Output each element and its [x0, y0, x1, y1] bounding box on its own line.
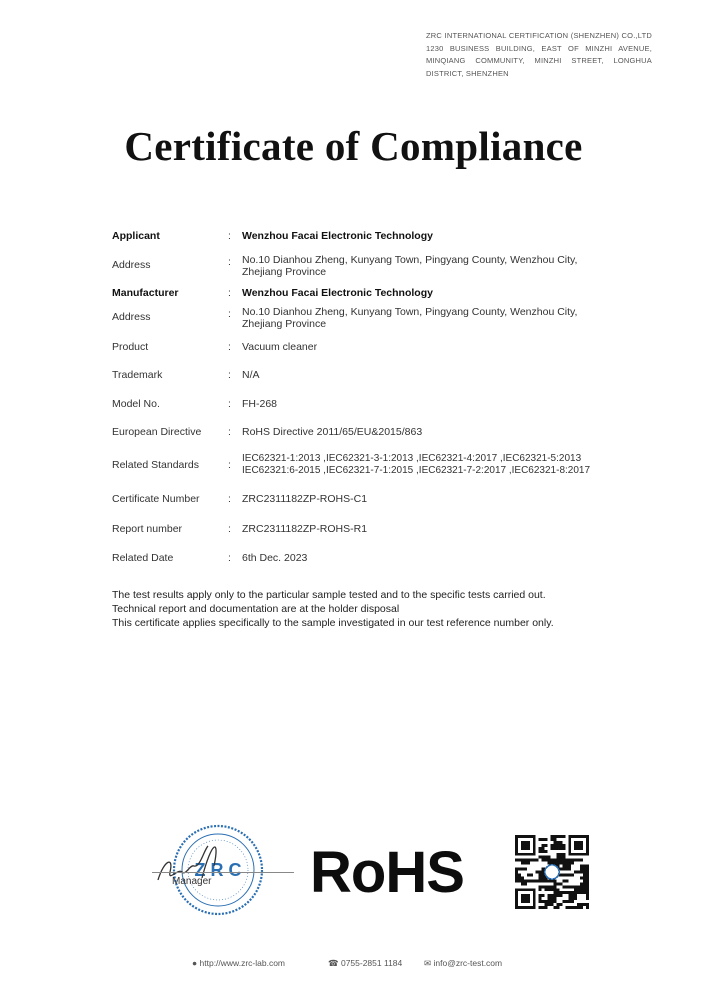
- field-label: Address: [112, 259, 151, 271]
- field-colon: :: [228, 552, 231, 564]
- field-colon: :: [228, 341, 231, 353]
- field-colon: :: [228, 398, 231, 410]
- field-value-line: No.10 Dianhou Zheng, Kunyang Town, Pingyang County, Wenzhou City,: [242, 254, 578, 266]
- field-value-line: IEC62321-1:2013 ,IEC62321-3-1:2013 ,IEC62321-4:2017 ,IEC62321-5:2013: [242, 453, 582, 464]
- issuer-address-line: MINQIANG COMMUNITY, MINZHI STREET, LONGHUA: [426, 56, 652, 65]
- globe-icon: ●: [192, 958, 198, 968]
- seal-lettering: Z R C: [194, 860, 242, 880]
- issuer-address-block: [426, 30, 652, 80]
- field-label: European Directive: [112, 426, 202, 438]
- field-label: Related Standards: [112, 459, 199, 471]
- email-text: info@zrc-test.com: [433, 958, 503, 968]
- website-text: http://www.zrc-lab.com: [199, 958, 286, 968]
- field-value-line: No.10 Dianhou Zheng, Kunyang Town, Pingyang County, Wenzhou City,: [242, 306, 578, 318]
- field-value: [242, 254, 622, 278]
- field-value: ZRC2311182ZP-ROHS-R1: [242, 523, 368, 535]
- manager-label: Manager: [172, 876, 212, 887]
- footer-email[interactable]: [424, 958, 502, 969]
- field-label: Model No.: [112, 398, 160, 410]
- field-colon: :: [228, 459, 231, 471]
- field-value: 6th Dec. 2023: [242, 552, 308, 564]
- mail-icon: ✉: [424, 958, 432, 968]
- field-colon: :: [228, 523, 231, 535]
- note-line: This certificate applies specifically to the sample investigated in our test reference number only.: [112, 617, 554, 629]
- issuer-address-line: ZRC INTERNATIONAL CERTIFICATION (SHENZHEN) CO.,LTD: [426, 31, 652, 40]
- field-label: Related Date: [112, 552, 174, 564]
- phone-text: 0755-2851 1184: [340, 958, 403, 968]
- field-value-line: IEC62321:6-2015 ,IEC62321-7-1:2015 ,IEC62321-7-2:2017 ,IEC62321-8:2017: [242, 465, 591, 476]
- field-value: Wenzhou Facai Electronic Technology: [242, 230, 433, 242]
- footer-website[interactable]: [192, 958, 285, 968]
- qr-code: [515, 835, 589, 909]
- field-colon: :: [228, 369, 231, 381]
- field-value: Vacuum cleaner: [242, 341, 318, 353]
- field-label: Product: [112, 341, 149, 353]
- field-colon: :: [228, 308, 231, 320]
- field-value: RoHS Directive 2011/65/EU&2015/863: [242, 426, 423, 438]
- rohs-mark: RoHS: [310, 840, 464, 905]
- field-value: FH-268: [242, 398, 278, 410]
- phone-icon: ☎: [328, 958, 339, 968]
- field-colon: :: [228, 230, 231, 242]
- field-label: Address: [112, 311, 151, 323]
- field-label: Report number: [112, 523, 183, 535]
- issuer-address-line: 1230 BUSINESS BUILDING, EAST OF MINZHI AVENUE,: [426, 43, 652, 53]
- footer-phone: [328, 958, 402, 969]
- field-colon: :: [228, 493, 231, 505]
- field-colon: :: [228, 256, 231, 268]
- field-value: [242, 453, 642, 477]
- issuer-address-line: DISTRICT, SHENZHEN: [426, 68, 509, 78]
- note-line: Technical report and documentation are at the holder disposal: [112, 603, 400, 615]
- field-value: [242, 306, 622, 330]
- field-label: Applicant: [112, 230, 160, 242]
- field-label: Manufacturer: [112, 287, 179, 299]
- company-seal: [148, 820, 268, 920]
- field-value: Wenzhou Facai Electronic Technology: [242, 287, 433, 299]
- field-value-line: Zhejiang Province: [242, 318, 327, 330]
- field-label: Trademark: [112, 369, 163, 381]
- signature-line: [152, 872, 294, 873]
- disclaimer-notes: [112, 588, 632, 630]
- field-value: ZRC2311182ZP-ROHS-C1: [242, 493, 368, 505]
- field-value: N/A: [242, 369, 260, 381]
- certificate-title: Certificate of Compliance: [124, 123, 583, 169]
- field-label: Certificate Number: [112, 493, 200, 505]
- field-value-line: Zhejiang Province: [242, 266, 327, 278]
- note-line: The test results apply only to the particular sample tested and to the specific tests carried out.: [112, 589, 546, 601]
- field-colon: :: [228, 426, 231, 438]
- field-colon: :: [228, 287, 231, 299]
